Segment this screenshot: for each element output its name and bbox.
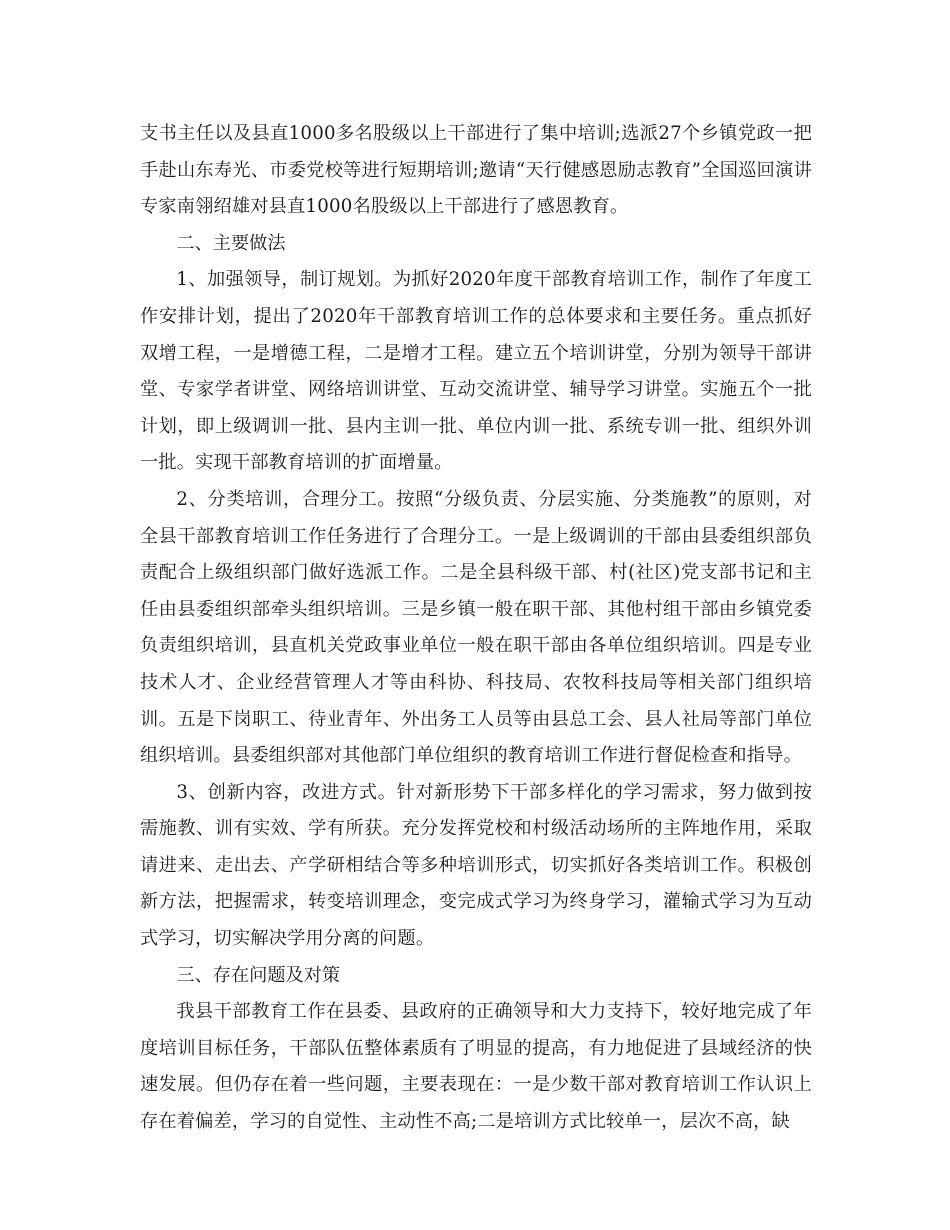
section-heading-main-practices: 二、主要做法 [176,232,286,254]
paragraph-innovation-methods: 3、创新内容，改进方式。针对新形势下干部多样化的学习需求，努力做到按需施教、训有实效、学有所获。充分发挥党校和村级活动场所的主阵地作用，采取请进来、走出去、产学研相结合等多种培训形式，切实抓好各类培训工作。积极创新方法，把握需求，转变培训理念，变完成式学习为终身学习，灌输式学习为互动式学习，切实解决学用分离的问题。 [140,781,812,950]
paragraph-problems: 我县干部教育工作在县委、县政府的正确领导和大力支持下，较好地完成了年度培训目标任务，干部队伍整体素质有了明显的提高，有力地促进了县域经济的快速发展。但仍存在着一些问题，主要表现在：一是少数干部对教育培训工作认识上存在着偏差，学习的自觉性、主动性不高;二是培训方式比较单一，层次不高，缺 [140,1001,812,1133]
paragraph-continuation: 支书主任以及县直1000多名股级以上干部进行了集中培训;选派27个乡镇党政一把手赴山东寿光、市委党校等进行短期培训;邀请“天行健感恩励志教育”全国巡回演讲专家南翎绍雄对县直1000名股级以上干部进行了感恩教育。 [140,123,812,218]
section-heading-problems-countermeasures: 三、存在问题及对策 [176,964,341,986]
paragraph-leadership-planning: 1、加强领导，制订规划。为抓好2020年度干部教育培训工作，制作了年度工作安排计划，提出了2020年干部教育培训工作的总体要求和主要任务。重点抓好双增工程，一是增德工程，二是增才工程。建立五个培训讲堂，分别为领导干部讲堂、专家学者讲堂、网络培训讲堂、互动交流讲堂、辅导学习讲堂。实施五个一批计划，即上级调训一批、县内主训一批、单位内训一批、系统专训一批、组织外训一批。实现干部教育培训的扩面增量。 [140,269,812,474]
paragraph-classified-training: 2、分类培训，合理分工。按照“分级负责、分层实施、分类施教”的原则，对全县干部教育培训工作任务进行了合理分工。一是上级调训的干部由县委组织部负责配合上级组织部门做好选派工作。二是全县科级干部、村(社区)党支部书记和主任由县委组织部牵头组织培训。三是乡镇一般在职干部、其他村组干部由乡镇党委负责组织培训，县直机关党政事业单位一般在职干部由各单位组织培训。四是专业技术人才、企业经营管理人才等由科协、科技局、农牧科技局等相关部门组织培训。五是下岗职工、待业青年、外出务工人员等由县总工会、县人社局等部门单位组织培训。县委组织部对其他部门单位组织的教育培训工作进行督促检查和指导。 [140,488,812,767]
document-page [140,116,812,1141]
